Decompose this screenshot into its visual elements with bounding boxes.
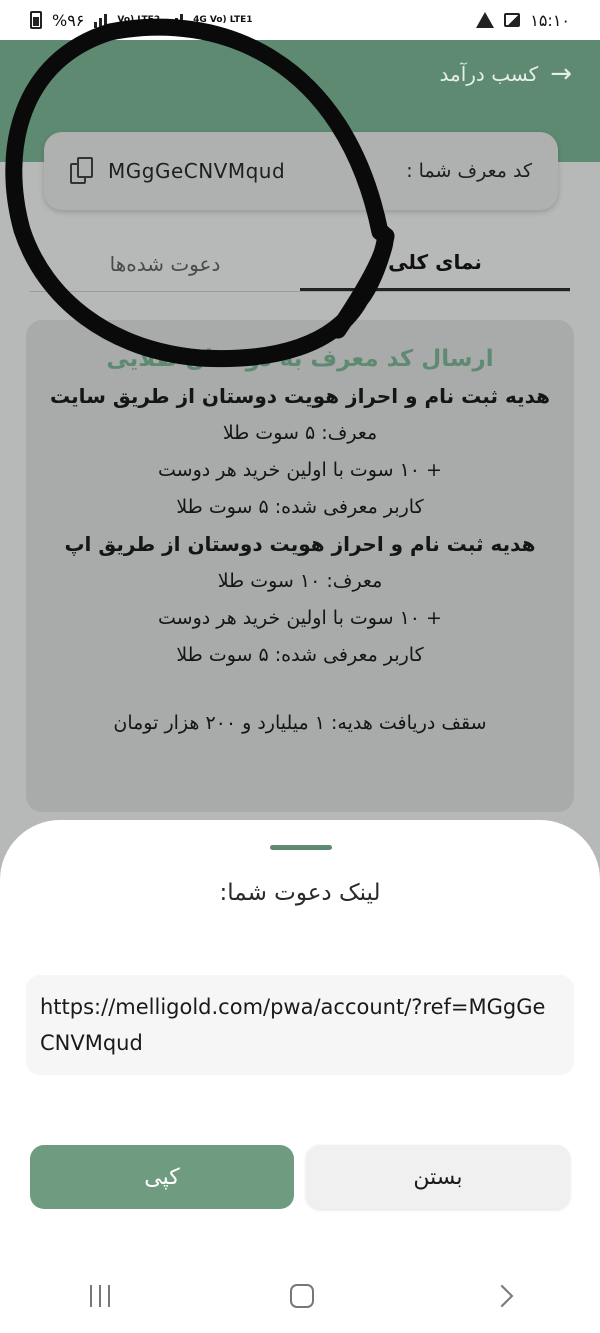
info-line: + ۱۰ سوت با اولین خرید هر دوست <box>158 607 442 629</box>
clock: ۱۵:۱۰ <box>530 10 570 30</box>
status-right <box>476 11 570 30</box>
info-line: معرف: ۱۰ سوت طلا <box>217 570 383 592</box>
gift-cap-text: سقف دریافت هدیه: ۱ میلیارد و ۲۰۰ هزار تومان <box>113 712 487 734</box>
referral-code-label: کد معرف شما : <box>406 160 532 182</box>
info-title: ارسال کد معرف به دوستان طلایی <box>106 346 494 372</box>
status-bar <box>0 0 600 40</box>
referral-code: MGgGeCNVMqud <box>108 159 286 183</box>
back-icon[interactable] <box>491 1284 514 1307</box>
network-label-2: 4G Vo) LTE1 <box>193 14 253 25</box>
arrow-right-icon: → <box>550 59 572 89</box>
tab-invited[interactable]: دعوت شده‌ها <box>109 251 221 276</box>
sheet-title: لینک دعوت شما: <box>219 880 381 906</box>
referral-code-card <box>44 132 558 210</box>
battery-icon <box>30 11 42 29</box>
warning-icon <box>476 12 494 28</box>
info-line: هدیه ثبت نام و احراز هویت دوستان از طریق اپ <box>64 532 536 556</box>
invite-link-sheet <box>0 820 600 1333</box>
header-title: کسب درآمد <box>439 62 539 86</box>
copy-icon[interactable] <box>70 157 94 185</box>
status-left <box>30 11 253 30</box>
home-icon[interactable] <box>290 1284 314 1308</box>
tab-overview[interactable]: نمای کلی <box>300 236 570 291</box>
invite-link-field[interactable]: https://melligold.com/pwa/account/?ref=MGgGeCNVMqud <box>26 975 574 1075</box>
signal-icon <box>94 12 107 28</box>
info-line: + ۱۰ سوت با اولین خرید هر دوست <box>158 459 442 481</box>
image-icon <box>504 13 520 27</box>
close-button[interactable]: بستن <box>306 1145 570 1209</box>
network-label-1: Vo) LTE2 <box>117 14 161 25</box>
info-line: کاربر معرفی شده: ۵ سوت طلا <box>176 496 424 518</box>
signal-icon-2 <box>170 12 183 28</box>
header-back-button[interactable] <box>439 59 573 89</box>
info-line: معرف: ۵ سوت طلا <box>222 422 378 444</box>
system-navbar <box>0 1258 600 1333</box>
info-card <box>26 320 574 812</box>
copy-button[interactable]: کپی <box>30 1145 294 1209</box>
sheet-drag-handle[interactable] <box>270 845 332 850</box>
tabs <box>30 236 570 292</box>
info-line: هدیه ثبت نام و احراز هویت دوستان از طریق سایت <box>50 384 550 408</box>
recents-icon[interactable] <box>90 1285 110 1307</box>
info-line: کاربر معرفی شده: ۵ سوت طلا <box>176 644 424 666</box>
referral-code-group <box>70 157 285 185</box>
battery-level: %۹۶ <box>52 10 85 30</box>
